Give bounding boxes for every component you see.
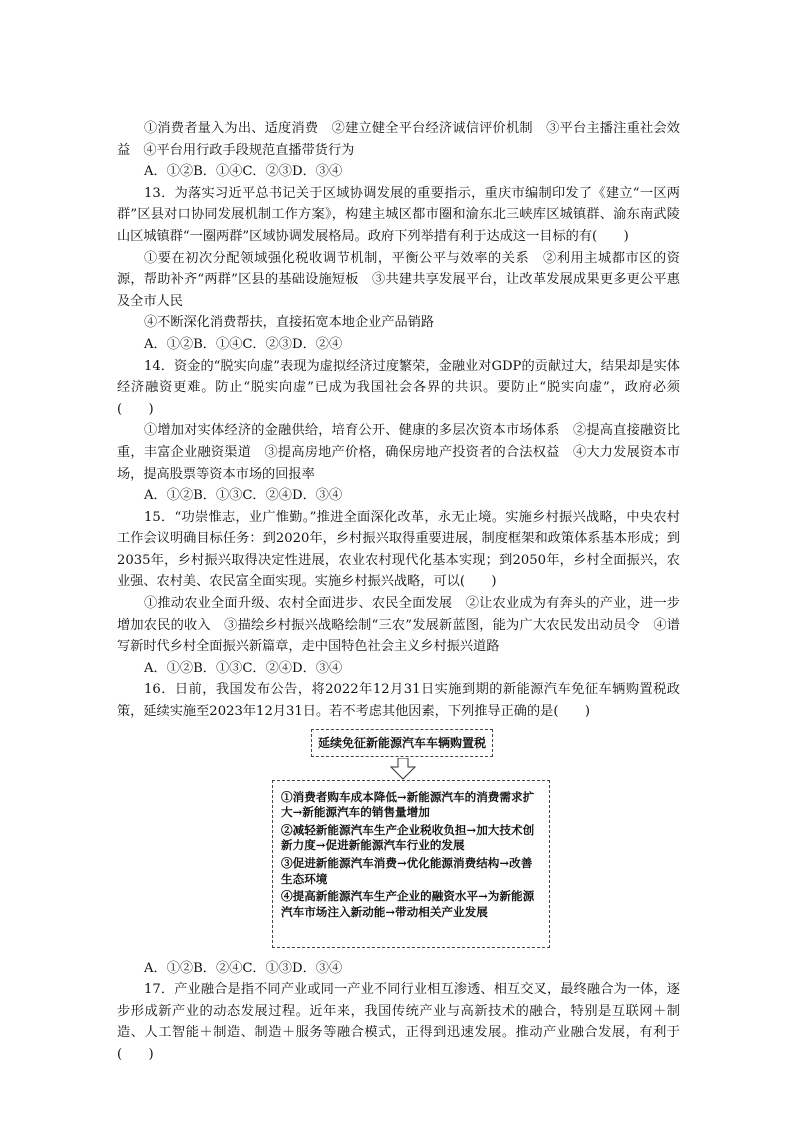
q14-answer-choices: A．①②B．①③C．②④D．③④ xyxy=(144,488,343,504)
q12-options: ①消费者量入为出、适度消费 ②建立健全平台经济诚信评价机制 ③平台主播注重社会效益 ④平台用行政手段规范直播带货行为 xyxy=(117,121,680,158)
q17-stem: 17．产业融合是指不同产业或同一产业不同行业相互渗透、相互交叉，最终融合为一体，逐步形成新产业的动态发展过程。近年来，我国传统产业与高新技术的融合，特别是互联网＋制造、人工智能＋制造、制造＋服务等融合模式，正得到迅速发展。推动产业融合发展，有利于( ) xyxy=(117,982,680,1062)
diagram-item-4: ④提高新能源汽车生产企业的融资水平→为新能源汽车市场注入新动能→带动相关产业发展 xyxy=(281,889,535,919)
document-page xyxy=(117,118,680,1066)
q14-stem: 14．资金的“脱实向虚”表现为虚拟经济过度繁荣，金融业对GDP的贡献过大，结果却是实体经济融资更难。防止“脱实向虚”已成为我国社会各界的共识。要防止“脱实向虚”，政府必须( ) xyxy=(117,358,680,417)
q13-answer-choices: A．①②B．①④C．②③D．②④ xyxy=(144,336,343,352)
q12-answer-choices: A．①②B．①④C．②③D．③④ xyxy=(144,164,343,180)
q15-options: ①推动农业全面升级、农村全面进步、农民全面发展 ②让农业成为有奔头的产业，进一步增加农民的收入 ③描绘乡村振兴战略绘制“三农”发展新蓝图，能为广大农民发出动员令 ④谱写新时代乡村全面振兴新篇章，走中国特色社会主义乡村振兴道路 xyxy=(117,596,680,655)
q16-answer-choices: A．①②B．②④C．①③D．③④ xyxy=(144,960,343,976)
q13-stem: 13．为落实习近平总书记关于区域协调发展的重要指示，重庆市编制印发了《建立“一区两群”区县对口协同发展机制工作方案》，构建主城区都市圈和渝东北三峡库区城镇群、渝东南武陵山区城镇群“一圈两群”区域协调发展格局。政府下列举措有利于达成这一目标的有( ) xyxy=(117,185,680,244)
diagram-top-box: 延续免征新能源汽车车辆购置税 xyxy=(311,729,493,757)
q15-stem: 15．“功崇惟志，业广惟勤。”推进全面深化改革，永无止境。实施乡村振兴战略，中央农村工作会议明确目标任务：到2020年，乡村振兴取得重要进展，制度框架和政策体系基本形成；到2035年，乡村振兴取得决定性进展，农业农村现代化基本实现；到2050年，乡村全面振兴，农业强、农村美、农民富全面实现。实施乡村振兴战略，可以( ) xyxy=(117,509,680,590)
diagram-item-1: ①消费者购车成本降低→新能源汽车的消费需求扩大→新能源汽车的销售量增加 xyxy=(281,789,535,820)
diagram-items-box xyxy=(272,780,550,948)
q16-flow-diagram xyxy=(117,729,680,954)
down-arrow-icon xyxy=(389,758,417,780)
q13-options: ①要在初次分配领域强化税收调节机制，平衡公平与效率的关系 ②利用主城都市区的资源，帮助补齐“两群”区县的基础设施短板 ③共建共享发展平台，让改革发展成果更多更公平惠及全市人民 xyxy=(117,250,680,309)
q14-options: ①增加对实体经济的金融供给，培育公开、健康的多层次资本市场体系 ②提高直接融资比重，丰富企业融资渠道 ③提高房地产价格，确保房地产投资者的合法权益 ④大力发展资本市场，提高股票等资本市场的回报率 xyxy=(117,423,680,482)
diagram-item-2: ②减轻新能源汽车生产企业税收负担→加大技术创新力度→促进新能源汽车行业的发展 xyxy=(281,822,535,853)
diagram-item-3: ③促进新能源汽车消费→优化能源消费结构→改善生态环境 xyxy=(281,856,533,886)
q16-stem: 16．日前，我国发布公告，将2022年12月31日实施到期的新能源汽车免征车辆购置税政策，延续实施至2023年12月31日。若不考虑其他因素，下列推导正确的是( ) xyxy=(117,682,680,720)
q13-option-4: ④不断深化消费帮扶，直接拓宽本地企业产品销路 xyxy=(144,315,435,331)
q15-answer-choices: A．①②B．①③C．②④D．③④ xyxy=(144,660,343,676)
